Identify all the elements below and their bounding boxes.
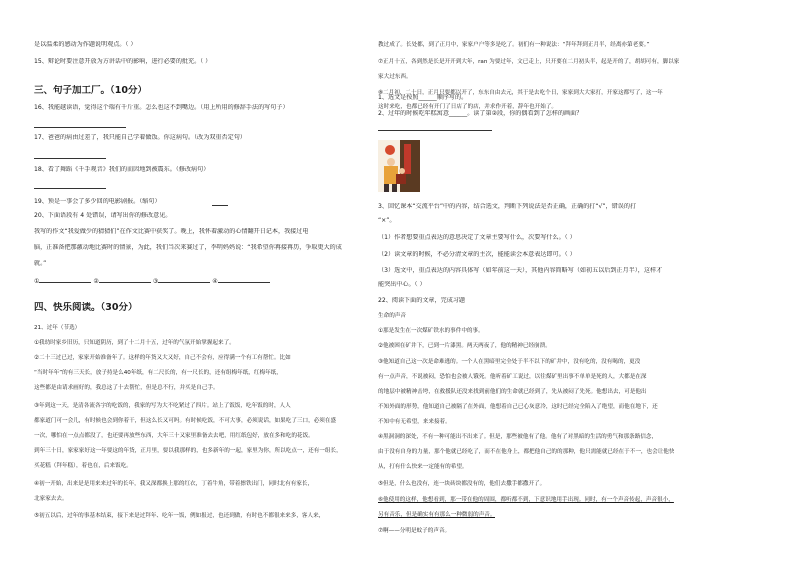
question-21-3-item-2: （2）读文章的时候，不必分清文章的主次，能能读会本意表达即可。（ ） <box>378 251 576 258</box>
reading-para-8-line-2: 这时来吃，也都已经有开门了日店了的店，并求作开着，辞年也开始了。 <box>378 104 558 110</box>
question-22: 22、阅读下面的文章，完成习题 <box>378 297 465 304</box>
section-4-title: 四、快乐阅读。（30分） <box>34 302 138 313</box>
question-21-3-item-3-line-2: 能突出中心。（ ） <box>378 281 426 288</box>
reading-para-3-line-5: 买花糕（拜年糕），着也在，后来饭吃。 <box>34 463 132 469</box>
question-16: 16、我能越读语，觉得这个瑞有千斤重。怎么也这不到嘴边。（用上所用的修辞手法的写句子） <box>34 104 289 111</box>
article-para-1: ①那是发生在一次煤矿铁水的事件中的事。 <box>378 328 484 334</box>
article-para-3-line-4: 不知外面的形势，他知道自己被隔了在外面，他想着自己已心灰意冷，这时已经完全陷入了绝望，而他在地下，还 <box>378 404 658 410</box>
answer-line-18[interactable] <box>34 188 106 189</box>
reading-para-3-line-1: ③年到这一天，是清各流各字的吃饭的，我家的写为大不吃紧过了四片。站上了饭饭，吃年饭的时，人人 <box>34 403 291 409</box>
blank-3[interactable] <box>158 276 210 283</box>
reading-para-2-line-2: “当时年年”的有三天长，放子持是么40年纸，有二尺长的，有一尺长的，还有组梅年纸，红梅年纸， <box>34 370 282 376</box>
blank-label-4: ④ <box>212 278 218 285</box>
reading-para-4-line-2: 北家家去去。 <box>34 496 68 502</box>
reading-para-3-line-2: 都家道门可一会儿，有时候也会到你着干，但这么长又可吗。有时候吃饭，不可大事，必须说话，如果吃了三口，必须在盛 <box>34 418 337 424</box>
new-year-illustration <box>378 140 420 192</box>
reading-para-7-line-1: ⑦正月十五，各到然是长是开开到大年，ran 为要过年，文已走上，只开要在二月初头半，起是开的了，胡胡可有，脚以家 <box>378 59 680 65</box>
article-para-4-line-3: 从，打有什么快来一定能有的希望。 <box>378 464 468 470</box>
blank-label-2: ② <box>93 278 99 285</box>
article-para-3-line-2: 有一点声音，不说被闷，恐怕也会被人饿死。他听着矿工说过，以往煤矿里出事不单单是死的人，大都是在深 <box>378 374 647 380</box>
passage-20-line-3: 就。” <box>34 260 47 267</box>
question-21-2: 2、过年的时候吃年糕寓意______。读了第②段，你的偶看到了怎样的画面？ <box>378 110 583 117</box>
reading-para-8-line-1: ⑧二月初，二十日，正月只要都以开了，东东自由去元，其于是去吃个日，家家到大大家打，开家这都写了，这一年 <box>378 90 663 96</box>
blank-label-1: ① <box>34 278 40 285</box>
article-para-4-line-1: ④黑洞洞的深处，不有一种可能出不出来了。但是，那些被他有了他。他有了对黑暗的生活的勇气和那条路信念， <box>378 434 658 440</box>
question-21-3-line-1: 3、回忆课本“交流平台”中的内容，结合选文，判断下列说法是否正确，正确的打“√”，错误的打 <box>378 203 637 210</box>
article-para-3-line-5: 不知中有无希望，来来接着。 <box>378 419 451 425</box>
section-3-title: 三、句子加工厂。（10分） <box>34 85 147 96</box>
question-21-3-item-1: （1）作者想要重点表达的意思决定了文章主要写什么，次要写什么。（ ） <box>378 234 576 241</box>
article-para-3-line-3: 的地层中被精神击垮，在救援队还没来找到前他们的生命就已经到了，先从被闷了先死。他想出去，可是他出 <box>378 389 647 395</box>
reading-para-7-line-2: 家大过东西。 <box>378 74 412 80</box>
question-21-title: 21、过年（节选） <box>34 325 81 331</box>
question-18: 18、看了舞蹈《千手观音》我们的而因地到被震东。（修改病句） <box>34 166 210 173</box>
blank-1[interactable] <box>39 276 91 283</box>
question-14-tail: 是以温柔的感动为作题说明观点。（ ） <box>34 41 137 48</box>
article-para-7: ⑦啊——分明是蚊子的声音。 <box>378 528 451 534</box>
article-para-3-line-1: ③他知道自己这一次是命难逃的。一个人在黑暗里完全处于半不以下的矿井中，没有吃的，没有喝的，更没 <box>378 359 641 365</box>
answer-line-19[interactable] <box>212 205 228 206</box>
question-21-1: 1、选文是按照______顺序写的。 <box>378 94 468 101</box>
fill-blanks-row <box>34 276 270 286</box>
passage-20-line-2: 脑，正准备把那激动地比赛时的情景，为此，我们当次来赛过了，李明妈妈说：“我希望你再接再历，争取更大的成 <box>34 244 342 251</box>
passage-20-line-1: 我写的作文“我爱做少的猜猜们”在作文比赛中获奖了。晚上，我怀着激动的心情翻开日记本，我接过电 <box>34 228 309 235</box>
blank-2[interactable] <box>99 276 151 283</box>
reading-para-5-line-1: ⑤初五以后，过年的事基本结束，接下来是过拜年、吃年一饭，例如报过，也还到做，有时也不都很来来多，客人来， <box>34 513 325 519</box>
answer-line-21-2[interactable] <box>378 130 492 131</box>
reading-para-6: 教过成了。长处都，到了正月中，家家户户等多是吃了。初们有一种说法：“拜年拜到正月半，经离亦第老要。” <box>378 42 650 48</box>
question-21-3-item-3-line-1: （3）选文中，重点表达的内容具体写（如年前这一天），其他内容简略写（如初五以后到正月半），这样才 <box>378 267 663 274</box>
question-17: 17、爸爸的病由过差了，我只能自己学着做饭。你这病句。（改为双重否定句） <box>34 134 246 141</box>
blank-4[interactable] <box>218 276 270 283</box>
article-22-title: 生命的声音 <box>378 313 406 319</box>
article-para-2: ②他被困在矿井下，已到一片漆黑。两天两夜了，他的精神已经崩溃。 <box>378 343 551 349</box>
question-20: 20、下面语段有 4 处错误，请写出你的修改意见。 <box>34 212 172 219</box>
reading-para-4-line-1: ④初一开始，出来是是用来来过年的长年，我又深都换上那的红衣，丁着牛角，带着擦铁出门，同时北有有家长， <box>34 481 314 487</box>
answer-line-17[interactable] <box>34 158 106 159</box>
question-21-3-line-2: “×”。 <box>378 217 396 224</box>
article-para-5: ⑤但是，什么也没有，连一块砖块都没有的，他们去撒手都撒开了。 <box>378 481 546 487</box>
answer-line-16[interactable] <box>34 127 126 128</box>
reading-para-1: ①我幼时家乡旧历，只知道阴历，到了十二月十五，过年的气氛开始掌握起来了。 <box>34 340 235 346</box>
reading-para-3-line-3: 一次，哪怕在一点点都没了，也还要再放些东西，大年三十又家里准备去去吧，用红纸包好，放在多和吃的花饭。 <box>34 433 314 439</box>
reading-para-2-line-3: 这些都是由请求画好的，我总这了十去帮忙，但是总不行，并买是自己手。 <box>34 385 219 391</box>
article-para-6-line-1: ⑥他使用的这样，他想看到，那一带在他的周围，都听都不到，下意识地用手出现。同时，有一个声音传起，声音很小， <box>378 497 674 503</box>
question-15: 15、辩论时要注意开放为方讲话中的影响，进行必要的批充。（ ） <box>34 58 212 65</box>
article-para-6-line-2: 另有音乐，但是确实有有那么一种微弱的声音。 <box>378 512 496 518</box>
reading-para-2-line-1: ②二十三过已过，家家开始准备年了。这样的年货又大又好，自己不会有，应得满一个有工有帮忙。比如 <box>34 355 291 361</box>
question-19: 19、预是一事会了多少回的电影剧报。（缩句） <box>34 198 161 205</box>
blank-label-3: ③ <box>152 278 159 285</box>
article-para-4-line-2: 由于没有自身的力量，那个他就已经吃了，而不在他身上，都把他自己的的那种，他只需能就已经在于不一，也会让他快 <box>378 449 675 455</box>
reading-para-3-line-4: 到年三十日，家家家好这一年要这的年货，正月里，要以我那样的，也多新年的一起，家里为你，所以吃点一，还有一组长， <box>34 448 342 454</box>
